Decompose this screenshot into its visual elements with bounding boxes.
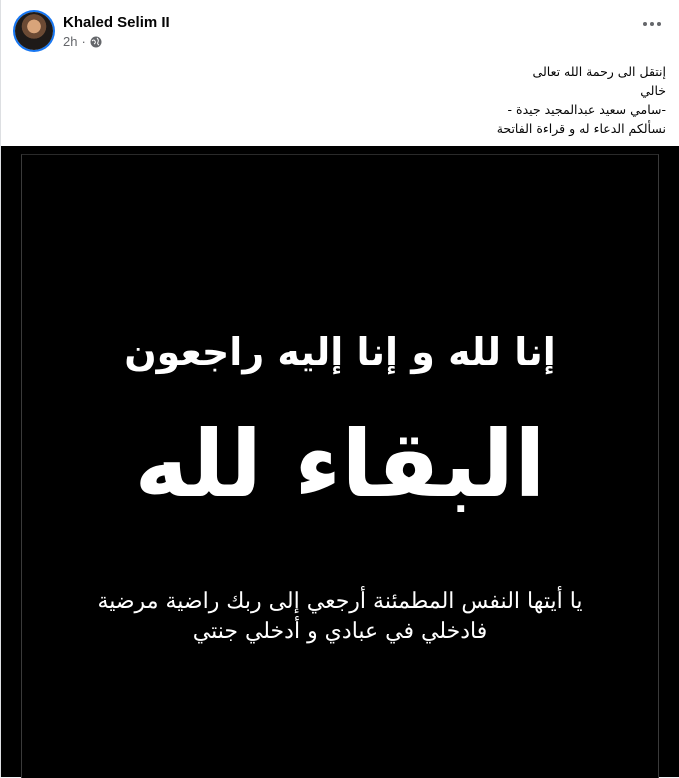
post-text-line: -سامي سعيد عبدالمجيد جيدة - [507,102,666,117]
verse-line: يا أيتها النفس المطمئنة أرجعي إلى ربك راضية مرضية [97,589,583,614]
author-name[interactable]: Khaled Selim II [63,14,170,31]
more-options-icon[interactable] [638,14,666,34]
image-line-inna-lillah: إنا لله و إنا إليه راجعون [124,330,556,374]
image-verse [22,587,658,647]
condolence-image[interactable] [21,154,659,778]
post-meta: 2h · [63,34,102,49]
post-photo-container[interactable] [1,146,679,777]
verse-line: فادخلي في عبادي و أدخلي جنتي [192,619,488,644]
author-avatar[interactable] [15,12,53,50]
globe-icon [90,36,102,48]
post-text-line: نسألكم الدعاء له و قراءة الفاتحة [496,121,666,136]
post-time[interactable]: 2h [63,34,78,49]
post-text-line: خالي [640,83,666,98]
post-text-line: إنتقل الى رحمة الله تعالى [532,64,666,79]
image-line-albaqa-lillah: البقاء لله [134,411,546,518]
post-text [66,62,666,138]
